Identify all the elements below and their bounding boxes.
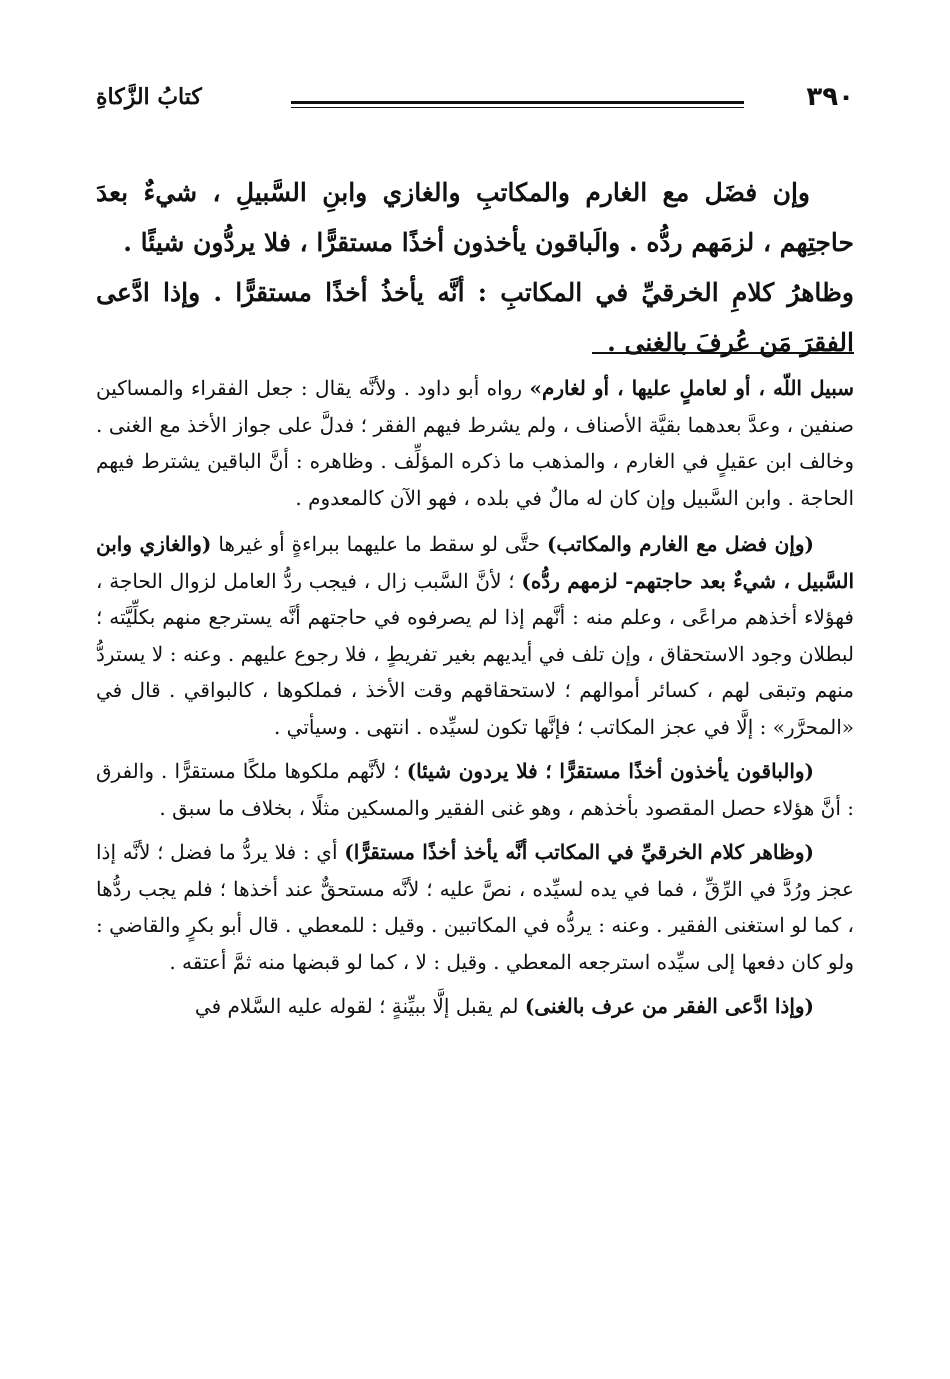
quoted-text: سبيل اللّه ، أو لعاملٍ عليها ، أو لغارم» xyxy=(529,376,854,400)
commentary-paragraph-2 xyxy=(96,526,854,745)
commentary xyxy=(96,370,854,1033)
main-text-paragraph-2: وظاهرُ كلامِ الخرقيِّ في المكاتبِ : أنَّه يأخذُ أخذًا مستقرًّا . وإذا ادَّعى الفقرَ مَن عُرفَ بالغنى . xyxy=(96,278,854,357)
commentary-text: رواه أبو داود . ولأنَّه يقال : جعل الفقراء والمساكين صنفين ، وعدَّ بعدهما بقيَّة الأصناف ، ولم يشرط فيهم الفقر ؛ فدلَّ على جواز الأخذ مع الغنى . وخالف ابن عقيلٍ في الغارم ، والمذهب ما ذكره المؤلِّف . وظاهره : أنَّ الباقين يشترط فيهم الحاجة . وابن السَّبيل وإن كان له مالٌ في بلده ، فهو الآن كالمعدوم . xyxy=(96,376,854,510)
quoted-text: (والغازي وابن السَّبيل ، شيءٌ بعد حاجتهم- لزمهم ردُّه) xyxy=(96,532,854,593)
quoted-text: (وإذا ادَّعى الفقر من عرف بالغنى) xyxy=(524,994,814,1018)
main-text-separator xyxy=(592,352,854,354)
commentary-text: ؛ لأنَّ السَّبب زال ، فيجب ردُّ العامل لزوال الحاجة ، فهؤلاء أخذهم مراعًى ، وعلم منه : أنَّهم إذا لم يصرفوه في حاجتهم أنَّه يسترجع منهم بكلِّيَّته ؛ لبطلان وجود الاستحقاق ، وإن تلف في أيديهم بغير تفريطٍ ، فلا رجوع عليهم . وعنه : لا يستردُّ منهم وتبقى لهم ، كسائر أموالهم ؛ لاستحقاقهم وقت الأخذ ، فملكوها ، كالبواقي . قال في «المحرَّر» : إلَّا في عجز المكاتب ؛ فإنَّها تكون لسيِّده . انتهى . وسيأتي . xyxy=(96,568,854,739)
commentary-text: حتَّى لو سقط ما عليهما ببراءةٍ أو غيرها xyxy=(211,532,547,556)
page-number: ٣٩٠ xyxy=(806,82,854,112)
quoted-text: (وإن فضل مع الغارم والمكاتب) xyxy=(546,532,814,556)
main-text-paragraph-1: وإن فضَل مع الغارم والمكاتبِ والغازي وابنِ السَّبيلِ ، شيءٌ بعدَ حاجتِهم ، لزمَهم ردُّه . والَباقون يأخذون أخذًا مستقرًّا ، فلا يردُّون شيئًا . xyxy=(96,178,854,257)
commentary-text: أي : فلا يردُّ ما فضل ؛ لأنَّه إذا عجز ورُدَّ في الرِّقِّ ، فما في يده لسيِّده ، نصَّ عليه ؛ لأنَّه مستحقٌّ عند أخذها ؛ فلم يجب ردُّها ، كما لو استغنى الفقير . وعنه : يردُّه في المكاتبين . وقيل : للمعطي . قال أبو بكرٍ والقاضي : ولو كان دفعها إلى سيِّده استرجعه المعطي . وقيل : لا ، كما لو قبضها منه ثمَّ أعتقه . xyxy=(96,840,854,974)
commentary-text: ؛ لأنَّهم ملكوها ملكًا مستقرًّا . والفرق : أنَّ هؤلاء حصل المقصود بأخذهم ، وهو غنى الفقير والمسكين مثلًا ، بخلاف ما سبق . xyxy=(96,759,854,820)
commentary-paragraph-5 xyxy=(96,988,854,1025)
page-header xyxy=(96,80,854,120)
quoted-text: (والباقون يأخذون أخذًا مستقرًّا ؛ فلا يردون شيئا) xyxy=(406,759,814,783)
header-rule xyxy=(291,101,744,104)
commentary-paragraph-3 xyxy=(96,753,854,826)
commentary-paragraph-4 xyxy=(96,834,854,980)
main-text xyxy=(96,168,854,368)
book-title: كتابُ الزَّكاةِ xyxy=(96,84,202,110)
commentary-paragraph-1 xyxy=(96,370,854,516)
commentary-text: لم يقبل إلَّا ببيِّنةٍ ؛ لقوله عليه السَّلام في xyxy=(194,994,525,1018)
quoted-text: (وظاهر كلام الخرقيِّ في المكاتب أنَّه يأخذ أخذًا مستقرًّا) xyxy=(344,840,814,864)
